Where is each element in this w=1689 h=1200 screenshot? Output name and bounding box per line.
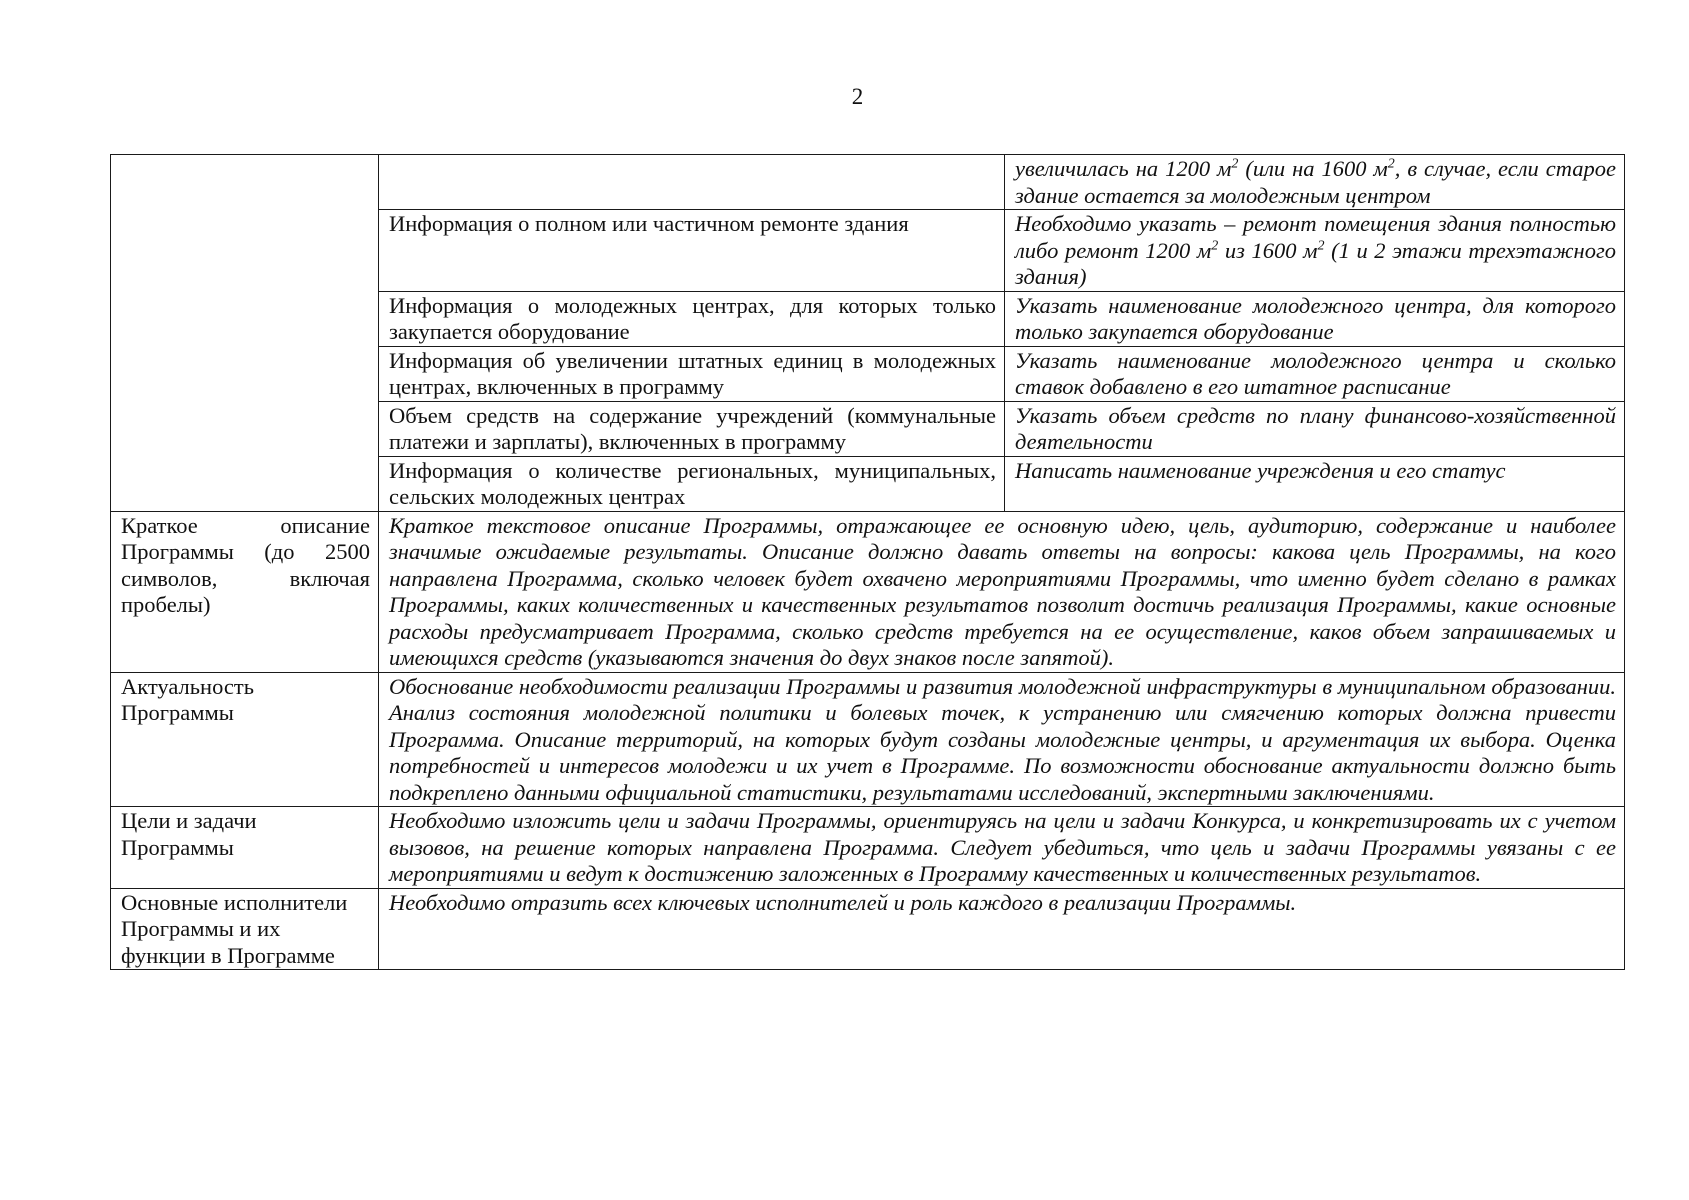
- section-text: Обоснование необходимости реализации Программы и развития молодежной инфраструктуры в муниципальном образовании. Анализ состояния молодежной политики и болевых точек, к устранению или смягчению которых должна привести Программа. Описание территорий, на которых будут созданы молодежные центры, и аргументация их выбора. Оценка потребностей и интересов молодежи и их учет в Программе. По возможности обоснование актуальности должно быть подкреплено данными официальной статистики, результатами исследований, экспертными заключениями.: [379, 672, 1625, 807]
- empty-label-cell: [111, 155, 379, 512]
- section-text: Необходимо изложить цели и задачи Программы, ориентируясь на цели и задачи Конкурса, и конкретизировать их с учетом вызовов, на решение которых направлена Программа. Следует убедиться, что цель и задачи Программы увязаны с ее мероприятиями и ведут к достижению заложенных в Программу качественных и количественных результатов.: [379, 807, 1625, 889]
- note-cell: Необходимо указать – ремонт помещения здания полностью либо ремонт 1200 $м^2$ из 1600 $м^2$ (1 и 2 этажи трехэтажного здания): [1005, 210, 1625, 292]
- section-label: Цели и задачи Программы: [111, 807, 379, 889]
- section-text: Краткое текстовое описание Программы, отражающее ее основную идею, цель, аудиторию, содержание и наиболее значимые ожидаемые результаты. Описание должно давать ответы на вопросы: какова цель Программы, на кого направлена Программа, сколько человек будет охвачено мероприятиями Программы, что именно будет сделано в рамках Программы, каких количественных и качественных результатов позволит достичь реализация Программы, какие основные расходы предусматривает Программа, сколько средств требуется на ее осуществление, каков объем запрашиваемых и имеющихся средств (указываются значения до двух знаков после запятой).: [379, 511, 1625, 672]
- note-cell: Указать наименование молодежного центра и сколько ставок добавлено в его штатное расписание: [1005, 346, 1625, 401]
- section-label: Основные исполнители Программы и их функции в Программе: [111, 888, 379, 970]
- note-cell: Написать наименование учреждения и его статус: [1005, 456, 1625, 511]
- section-label: Краткое описание Программы (до 2500 символов, включая пробелы): [111, 511, 379, 672]
- note-cell: Указать наименование молодежного центра, для которого только закупается оборудование: [1005, 291, 1625, 346]
- info-cell: Информация о количестве региональных, муниципальных, сельских молодежных центрах: [379, 456, 1005, 511]
- section-label: Актуальность Программы: [111, 672, 379, 807]
- info-cell: [379, 155, 1005, 210]
- info-cell: Информация об увеличении штатных единиц в молодежных центрах, включенных в программу: [379, 346, 1005, 401]
- table-row: [111, 155, 1625, 210]
- requirements-table: [110, 154, 1625, 970]
- page-number: 2: [851, 84, 864, 109]
- info-cell: Информация о молодежных центрах, для которых только закупается оборудование: [379, 291, 1005, 346]
- info-cell: Информация о полном или частичном ремонте здания: [379, 210, 1005, 292]
- note-cell: увеличилась на 1200 $м^2$ (или на 1600 $м^2$, в случае, если старое здание остается за молодежным центром: [1005, 155, 1625, 210]
- section-text: Необходимо отразить всех ключевых исполнителей и роль каждого в реализации Программы.: [379, 888, 1625, 970]
- info-cell: Объем средств на содержание учреждений (коммунальные платежи и зарплаты), включенных в программу: [379, 401, 1005, 456]
- table-row: [111, 888, 1625, 970]
- table-row: [111, 511, 1625, 672]
- table-row: [111, 807, 1625, 889]
- note-cell: Указать объем средств по плану финансово-хозяйственной деятельности: [1005, 401, 1625, 456]
- table-row: [111, 672, 1625, 807]
